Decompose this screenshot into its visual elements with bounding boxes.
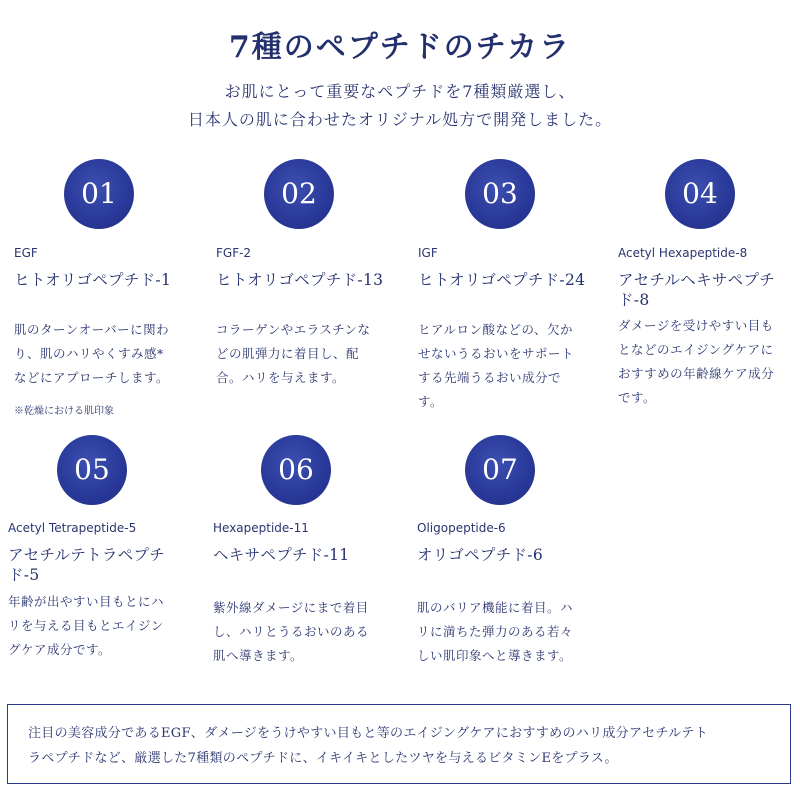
- number-badge: 06: [261, 435, 331, 505]
- peptide-description: [418, 318, 574, 414]
- description-line: 肌へ導きます。: [213, 648, 304, 663]
- name-line: アセチルヘキサペプチ: [618, 271, 776, 289]
- peptide-name: ヘキサペプチド-11: [213, 546, 350, 564]
- ingredient-label: EGF: [14, 246, 38, 260]
- number-badge: 02: [264, 159, 334, 229]
- description-line: 年齢が出やすい目もとにハ: [8, 594, 165, 609]
- peptide-name: ヒトオリゴペプチド-1: [14, 271, 172, 289]
- summary-box: [7, 704, 791, 784]
- ingredient-label: Acetyl Tetrapeptide-5: [8, 521, 137, 535]
- description-line: コラーゲンやエラスチンな: [216, 322, 371, 337]
- number-badge: 07: [465, 435, 535, 505]
- peptide-name: [8, 545, 165, 585]
- peptide-description: [213, 596, 369, 668]
- peptide-name: [618, 270, 775, 310]
- peptide-name: ヒトオリゴペプチド-13: [216, 271, 384, 289]
- summary-line: ラペプチドなど、厳選した7種類のペプチドに、イキイキとしたツヤを与えるビタミンEをプラス。: [28, 751, 618, 766]
- description-line: 肌のターンオーバーに関わ: [14, 322, 170, 337]
- page-subtitle: [0, 78, 800, 134]
- ingredient-label: FGF-2: [216, 246, 252, 260]
- description-line: リを与える目もとエイジン: [8, 618, 164, 633]
- ingredient-label: Acetyl Hexapeptide-8: [618, 246, 748, 260]
- peptide-description: [8, 590, 164, 662]
- number-badge: 01: [64, 159, 134, 229]
- subtitle-line: 日本人の肌に合わせたオリジナル処方で開発しました。: [187, 110, 613, 129]
- description-line: 紫外線ダメージにまで着目: [213, 600, 369, 615]
- number-badge: 05: [57, 435, 127, 505]
- peptide-description: [618, 314, 774, 410]
- description-line: 肌のバリア機能に着目。ハ: [417, 600, 574, 615]
- description-line: 合。ハリを与えます。: [216, 370, 346, 385]
- description-line: せないうるおいをサポート: [418, 346, 575, 361]
- peptide-description: [216, 318, 371, 390]
- description-line: となどのエイジングケアに: [618, 342, 774, 357]
- peptide-description: [14, 318, 169, 390]
- name-line: ド-8: [618, 291, 650, 309]
- number-badge: 03: [465, 159, 535, 229]
- number-badge: 04: [665, 159, 735, 229]
- description-line: などにアプローチします。: [14, 370, 170, 385]
- description-line: しい肌印象へと導きます。: [417, 648, 573, 663]
- summary-line: 注目の美容成分であるEGF、ダメージをうけやすい目もと等のエイジングケアにおすすめのハリ成分アセチルテト: [28, 726, 708, 741]
- name-line: アセチルテトラペプチ: [8, 546, 166, 564]
- description-line: り、肌のハリやくすみ感*: [14, 346, 164, 361]
- subtitle-line: お肌にとって重要なペプチドを7種類厳選し、: [224, 82, 576, 101]
- description-line: グケア成分です。: [8, 642, 112, 657]
- description-line: ヒアルロン酸などの、欠か: [418, 322, 574, 337]
- description-line: し、ハリとうるおいのある: [213, 624, 370, 639]
- description-line: どの肌弾力に着目し、配: [216, 346, 360, 361]
- description-line: です。: [618, 390, 657, 405]
- ingredient-label: Oligopeptide-6: [417, 521, 506, 535]
- description-line: リに満ちた弾力のある若々: [417, 624, 574, 639]
- peptide-name: オリゴペプチド-6: [417, 546, 543, 564]
- footnote: ※乾燥における肌印象: [14, 406, 114, 417]
- description-line: ダメージを受けやすい目も: [618, 318, 774, 333]
- description-line: す。: [418, 394, 444, 409]
- ingredient-label: IGF: [418, 246, 438, 260]
- ingredient-label: Hexapeptide-11: [213, 521, 309, 535]
- peptide-description: [417, 596, 573, 668]
- peptide-name: ヒトオリゴペプチド-24: [418, 271, 586, 289]
- description-line: する先端うるおい成分で: [418, 370, 562, 385]
- name-line: ド-5: [8, 566, 40, 584]
- page-title: 7種のペプチドのチカラ: [228, 30, 572, 65]
- description-line: おすすめの年齢線ケア成分: [618, 366, 775, 381]
